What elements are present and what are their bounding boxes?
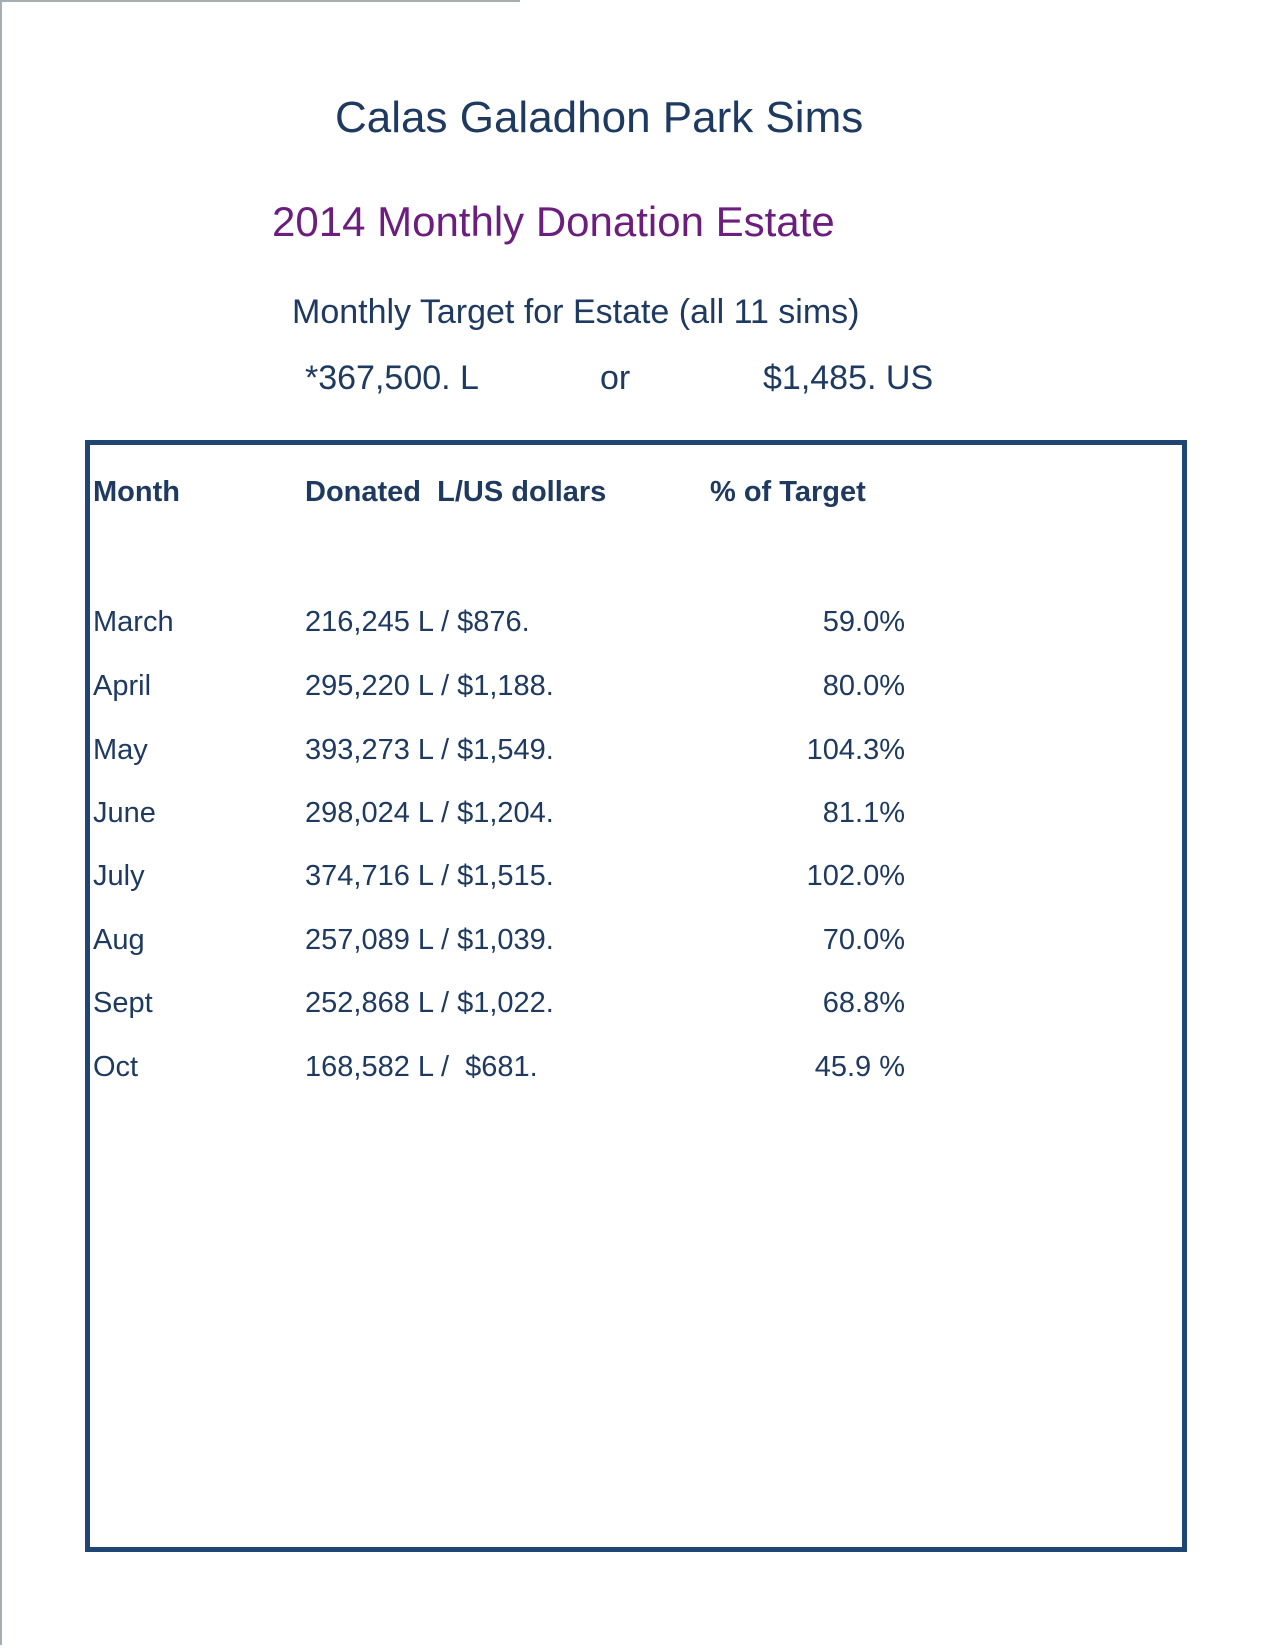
cell-month: April: [93, 670, 152, 702]
table-row: [0, 986, 1275, 1020]
cell-percent: 80.0%: [822, 670, 905, 702]
table-row: [0, 1050, 1275, 1084]
table-row: [0, 859, 1275, 893]
page-title: Calas Galadhon Park Sims: [335, 93, 864, 142]
target-heading: Monthly Target for Estate (all 11 sims): [292, 293, 860, 331]
table-row: [0, 669, 1275, 703]
cell-month: Aug: [93, 924, 145, 956]
cell-percent: 70.0%: [822, 924, 905, 956]
cell-donated: 295,220 L / $1,188.: [305, 670, 554, 702]
table-row: [0, 733, 1275, 767]
page-edge-top: [0, 0, 520, 2]
cell-month: Sept: [93, 987, 153, 1019]
cell-percent: 104.3%: [806, 734, 905, 766]
cell-month: March: [93, 606, 174, 638]
table-row: [0, 605, 1275, 639]
cell-percent: 102.0%: [806, 860, 905, 892]
cell-donated: 298,024 L / $1,204.: [305, 797, 554, 829]
target-amount-linden: *367,500. L: [305, 359, 479, 397]
cell-month: July: [93, 860, 145, 892]
cell-donated: 216,245 L / $876.: [305, 606, 530, 638]
header-percent-of-target: % of Target: [710, 476, 866, 508]
target-conjunction: or: [600, 359, 631, 397]
table-header-row: [0, 475, 1275, 509]
header-month: Month: [93, 476, 180, 508]
cell-donated: 374,716 L / $1,515.: [305, 860, 554, 892]
cell-percent: 81.1%: [822, 797, 905, 829]
table-row: [0, 923, 1275, 957]
cell-donated: 257,089 L / $1,039.: [305, 924, 554, 956]
table-row: [0, 796, 1275, 830]
cell-month: June: [93, 797, 156, 829]
target-amount-usd: $1,485. US: [763, 359, 934, 397]
cell-month: May: [93, 734, 148, 766]
cell-percent: 68.8%: [822, 987, 905, 1019]
cell-donated: 168,582 L / $681.: [305, 1051, 538, 1083]
cell-donated: 252,868 L / $1,022.: [305, 987, 554, 1019]
cell-donated: 393,273 L / $1,549.: [305, 734, 554, 766]
cell-month: Oct: [93, 1051, 139, 1083]
cell-percent: 45.9 %: [814, 1051, 905, 1083]
header-donated: Donated L/US dollars: [305, 476, 607, 508]
cell-percent: 59.0%: [822, 606, 905, 638]
page-subtitle: 2014 Monthly Donation Estate: [272, 198, 835, 245]
